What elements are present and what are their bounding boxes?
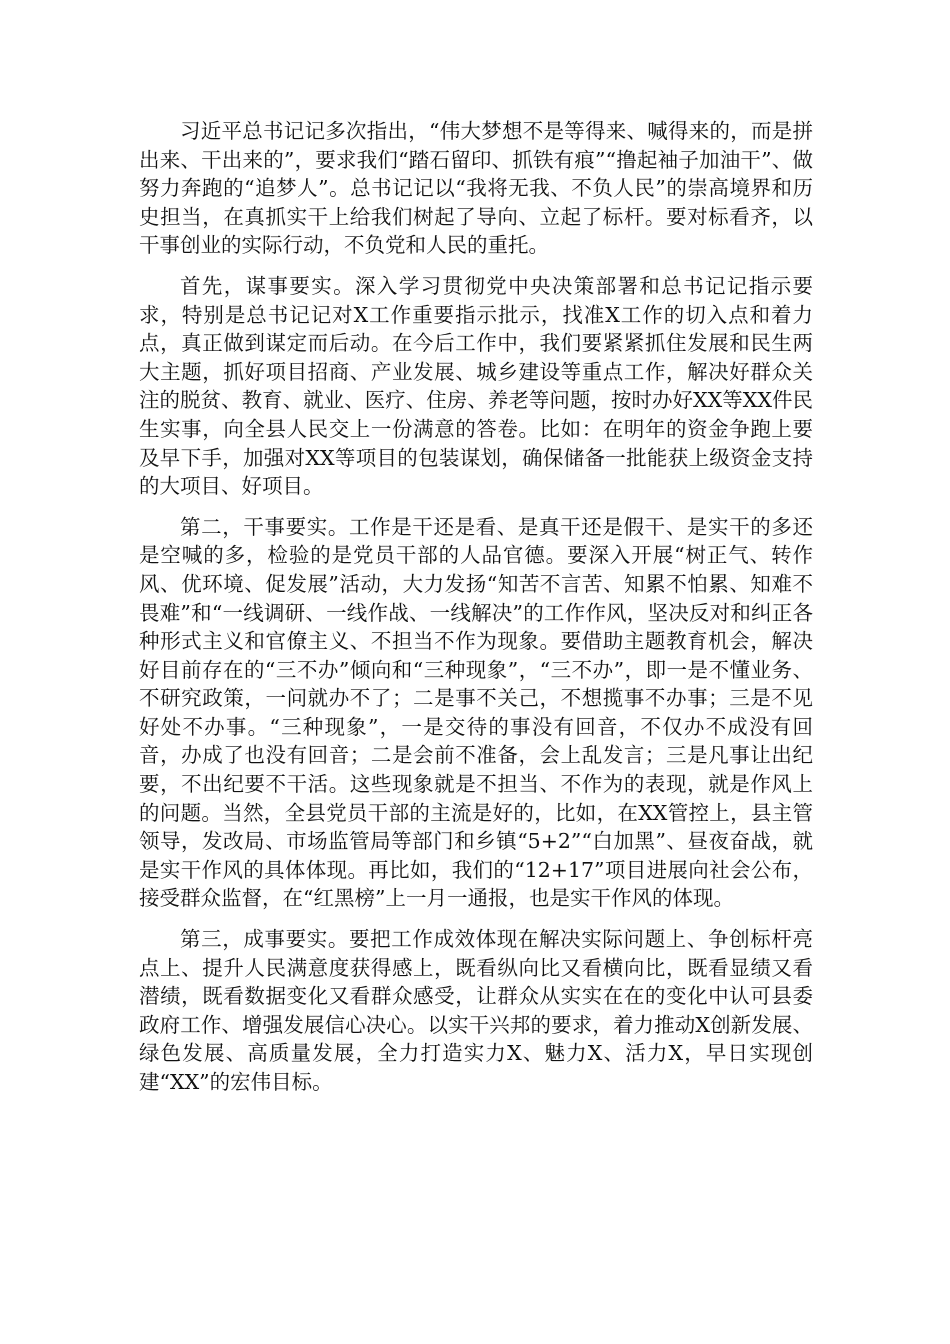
paragraph-third-point: 第三，成事要实。要把工作成效体现在解决实际问题上、争创标杆亮点上、提升人民满意度获得感上，既看纵向比又看横向比，既看显绩又看潜绩，既看数据变化又看群众感受，让群众从实实在在的变化中认可县委政府工作、增强发展信心决心。以实干兴邦的要求，着力推动X创新发展、绿色发展、高质量发展，全力打造实力X、魅力X、活力X，早日实现创建“XX”的宏伟目标。 — [139, 927, 813, 1094]
document-body — [139, 117, 813, 1109]
paragraph-first-point: 首先，谋事要实。深入学习贯彻党中央决策部署和总书记记指示要求，特别是总书记记对X工作重要指示批示，找准X工作的切入点和着力点，真正做到谋定而后动。在今后工作中，我们要紧紧抓住发展和民生两大主题，抓好项目招商、产业发展、城乡建设等重点工作，解决好群众关注的脱贫、教育、就业、医疗、住房、养老等问题，按时办好XX等XX件民生实事，向全县人民交上一份满意的答卷。比如：在明年的资金争跑上要及早下手，加强对XX等项目的包装谋划，确保储备一批能获上级资金支持的大项目、好项目。 — [139, 273, 813, 499]
paragraph-second-point: 第二，干事要实。工作是干还是看、是真干还是假干、是实干的多还是空喊的多，检验的是党员干部的人品官德。要深入开展“树正气、转作风、优环境、促发展”活动，大力发扬“知苦不言苦、知累不怕累、知难不畏难”和“一线调研、一线作战、一线解决”的工作作风，坚决反对和纠正各种形式主义和官僚主义、不担当不作为现象。要借助主题教育机会，解决好目前存在的“三不办”倾向和“三种现象”，“三不办”，即一是不懂业务、不研究政策，一问就办不了；二是事不关己，不想揽事不办事；三是不见好处不办事。“三种现象”，一是交待的事没有回音，不仅办不成没有回音，办成了也没有回音；二是会前不准备，会上乱发言；三是凡事让出纪要，不出纪要不干活。这些现象就是不担当、不作为的表现，就是作风上的问题。当然，全县党员干部的主流是好的，比如，在XX管控上，县主管领导，发改局、市场监管局等部门和乡镇“5+2”“白加黑”、昼夜奋战，就是实干作风的具体体现。再比如，我们的“12+17”项目进展向社会公布，接受群众监督，在“红黑榜”上一月一通报，也是实干作风的体现。 — [139, 514, 813, 911]
paragraph-intro: 习近平总书记记多次指出，“伟大梦想不是等得来、喊得来的，而是拼出来、干出来的”，要求我们“踏石留印、抓铁有痕”“撸起袖子加油干”、做努力奔跑的“追梦人”。总书记记以“我将无我、不负人民”的崇高境界和历史担当，在真抓实干上给我们树起了导向、立起了标杆。要对标看齐，以干事创业的实际行动，不负党和人民的重托。 — [139, 119, 813, 258]
